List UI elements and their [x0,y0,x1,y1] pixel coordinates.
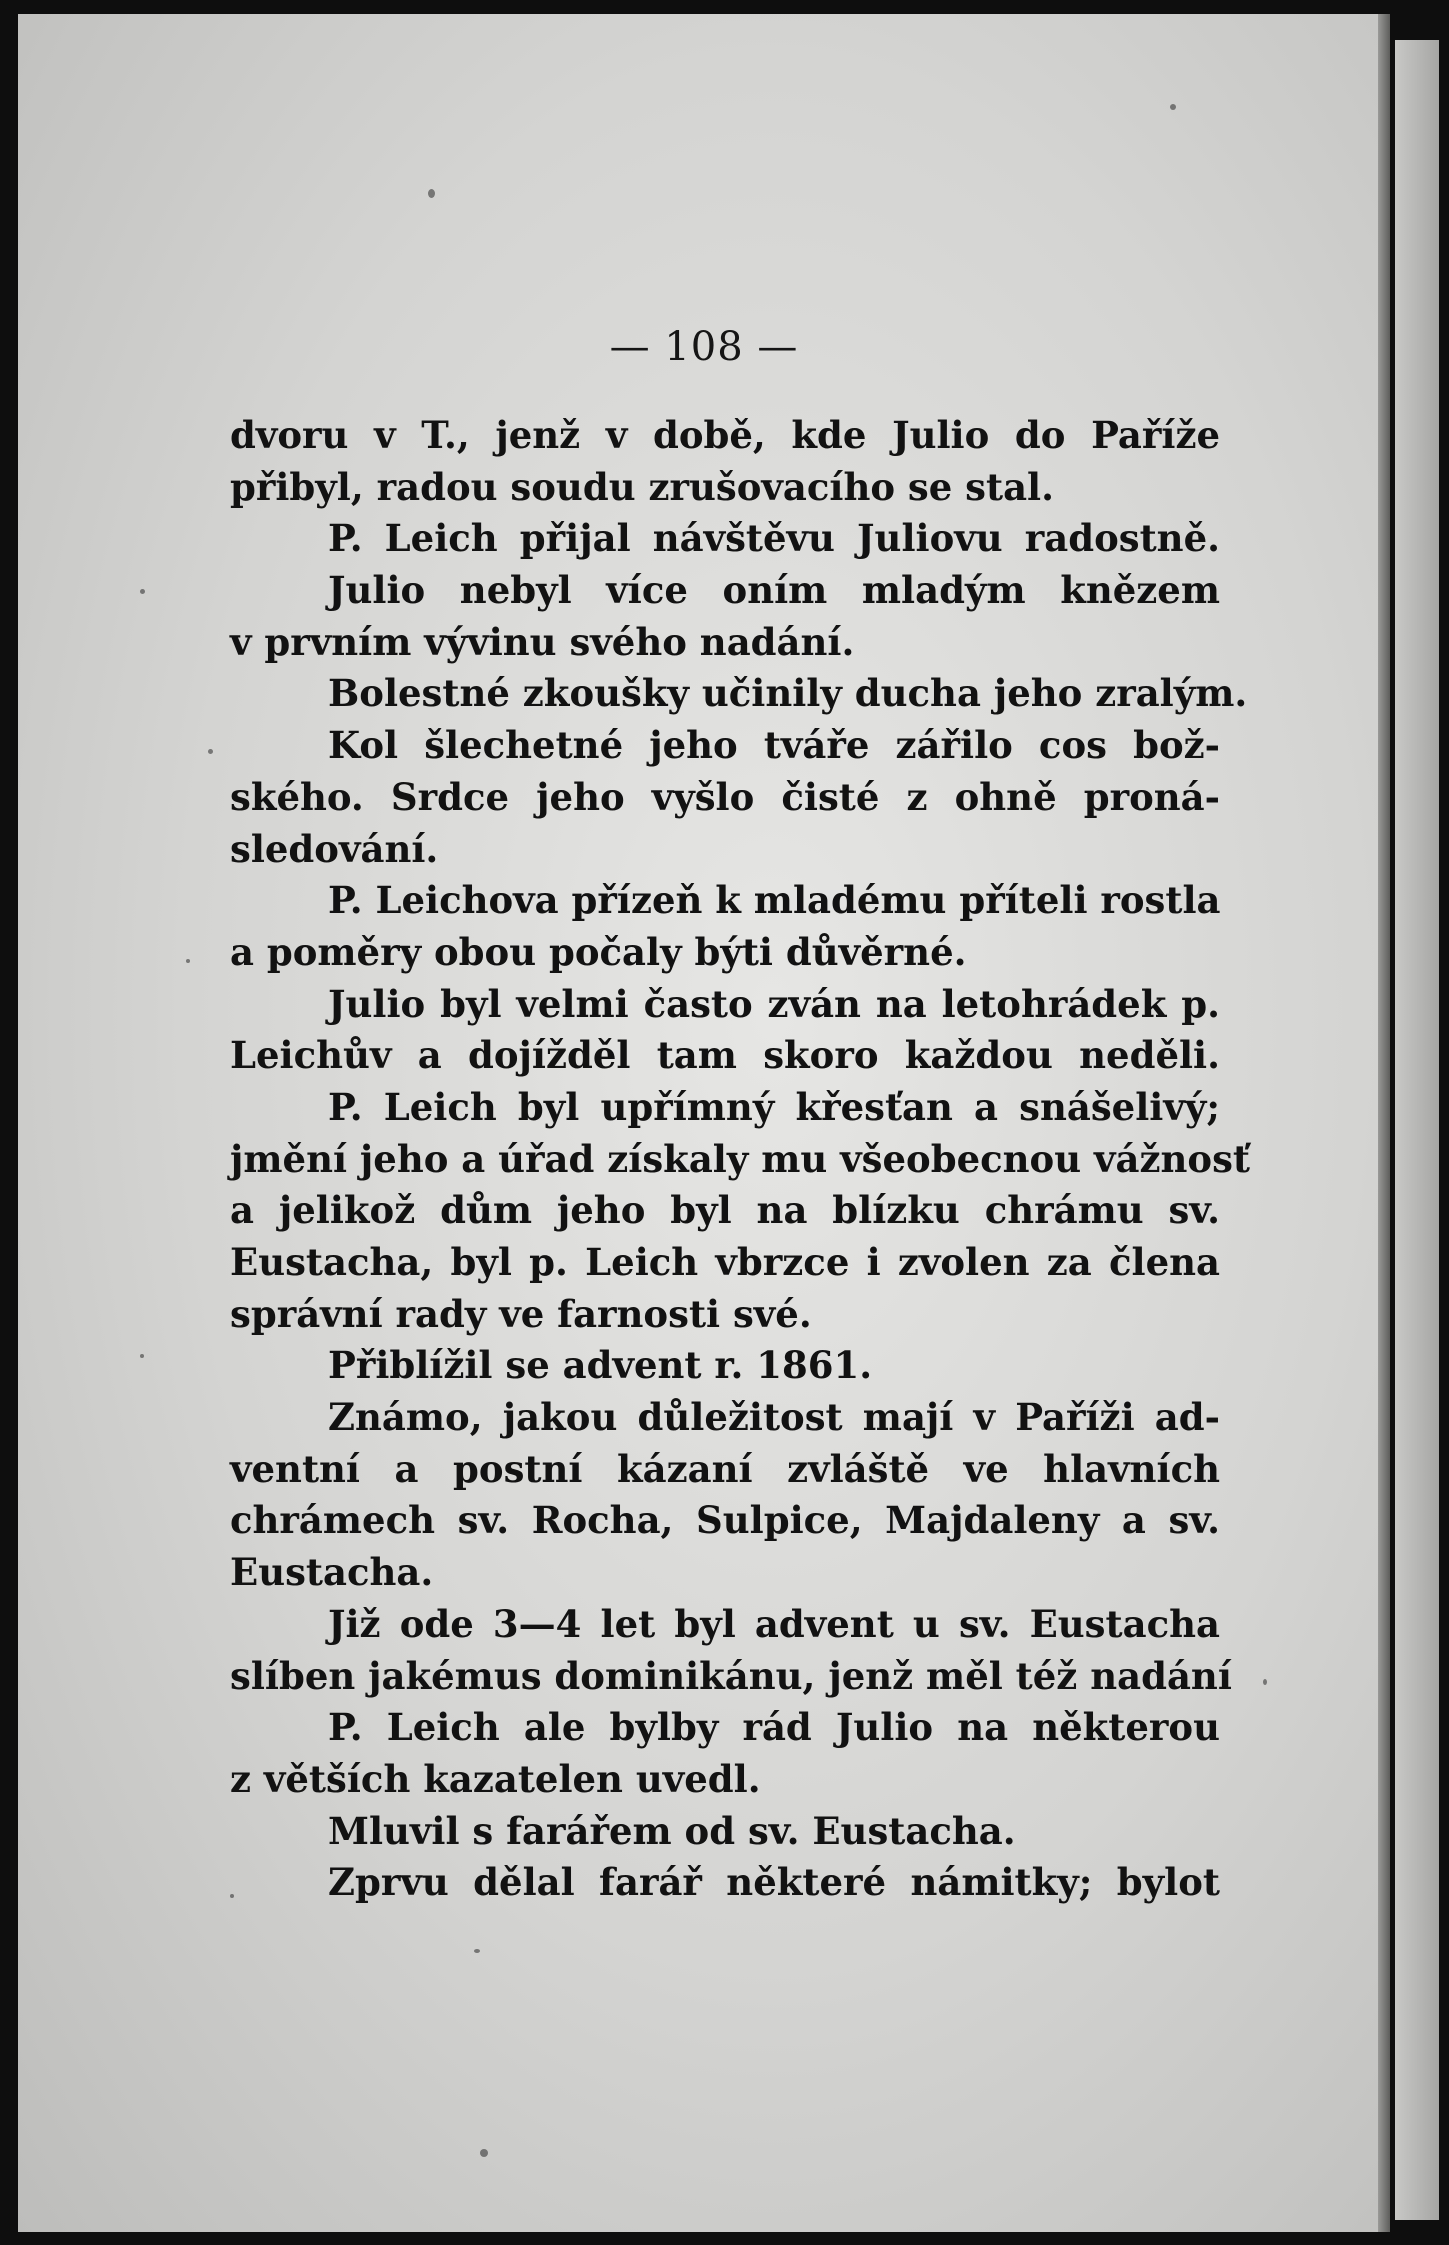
scan-speck [474,1949,480,1953]
text-line: Již ode 3—4 let byl advent u sv. Eustacha [328,1601,1220,1646]
text-line: Eustacha. [230,1550,434,1595]
text-line: Eustacha, byl p. Leich vbrzce i zvolen za člena [230,1240,1220,1284]
text-line: ventní a postní kázaní zvláště ve hlavních [230,1446,1220,1491]
text-line: P. Leich přijal návštěvu Juliovu radostně. [328,516,1220,561]
text-line: správní rady ve farnosti své. [230,1291,812,1336]
text-line: Bolestné zkoušky učinily ducha jeho zralým. [328,671,1248,716]
text-line: slíben jakémus dominikánu, jenž měl též nadání [230,1653,1232,1698]
text-line: ského. Srdce jeho vyšlo čisté z ohně proná- [230,774,1220,819]
scan-speck [1170,104,1176,110]
scan-speck [208,749,213,754]
text-line: chrámech sv. Rocha, Sulpice, Majdaleny a sv. [230,1498,1220,1543]
next-page-strip [1395,40,1439,2220]
text-line: a jelikož dům jeho byl na blízku chrámu sv. [230,1188,1220,1233]
text-line: a poměry obou počaly býti důvěrné. [230,929,967,974]
text-line: z větších kazatelen uvedl. [230,1756,761,1801]
scan-speck [1263,1679,1267,1685]
text-line: jmění jeho a úřad získaly mu všeobecnou vážnosť [230,1136,1250,1181]
scan-speck [480,2149,488,2157]
text-line: sledování. [230,826,439,871]
scan-speck [140,1354,144,1358]
text-line: P. Leichova přízeň k mladému příteli rostla [328,878,1221,923]
text-line: Známo, jakou důležitost mají v Paříži ad- [328,1395,1220,1440]
text-line: P. Leich byl upřímný křesťan a snášelivý; [328,1084,1220,1129]
scan-speck [428,189,435,198]
text-line: Leichův a dojížděl tam skoro každou neděli. [230,1033,1220,1078]
page-number: — 108 — [609,324,799,370]
text-line: v prvním vývinu svého nadání. [230,619,855,664]
scan-speck [140,589,145,594]
text-line: Zprvu dělal farář některé námitky; bylot [328,1860,1220,1905]
text-line: dvoru v T., jenž v době, kde Julio do Paříže [230,413,1220,457]
page-edge [1378,14,1390,2232]
book-page [18,14,1390,2232]
scan-speck [186,959,190,963]
text-line: P. Leich ale bylby rád Julio na některou [328,1705,1220,1750]
text-line: Julio byl velmi často zván na letohrádek p. [328,981,1220,1026]
text-line: Julio nebyl více oním mladým knězem [328,568,1220,613]
scan-speck [230,1894,234,1898]
text-line: Přiblížil se advent r. 1861. [328,1343,873,1388]
body-text [230,410,1250,1909]
text-line: Kol šlechetné jeho tváře zářilo cos bož- [328,723,1220,768]
text-line: Mluvil s farářem od sv. Eustacha. [328,1808,1016,1853]
text-line: přibyl, radou soudu zrušovacího se stal. [230,464,1054,509]
